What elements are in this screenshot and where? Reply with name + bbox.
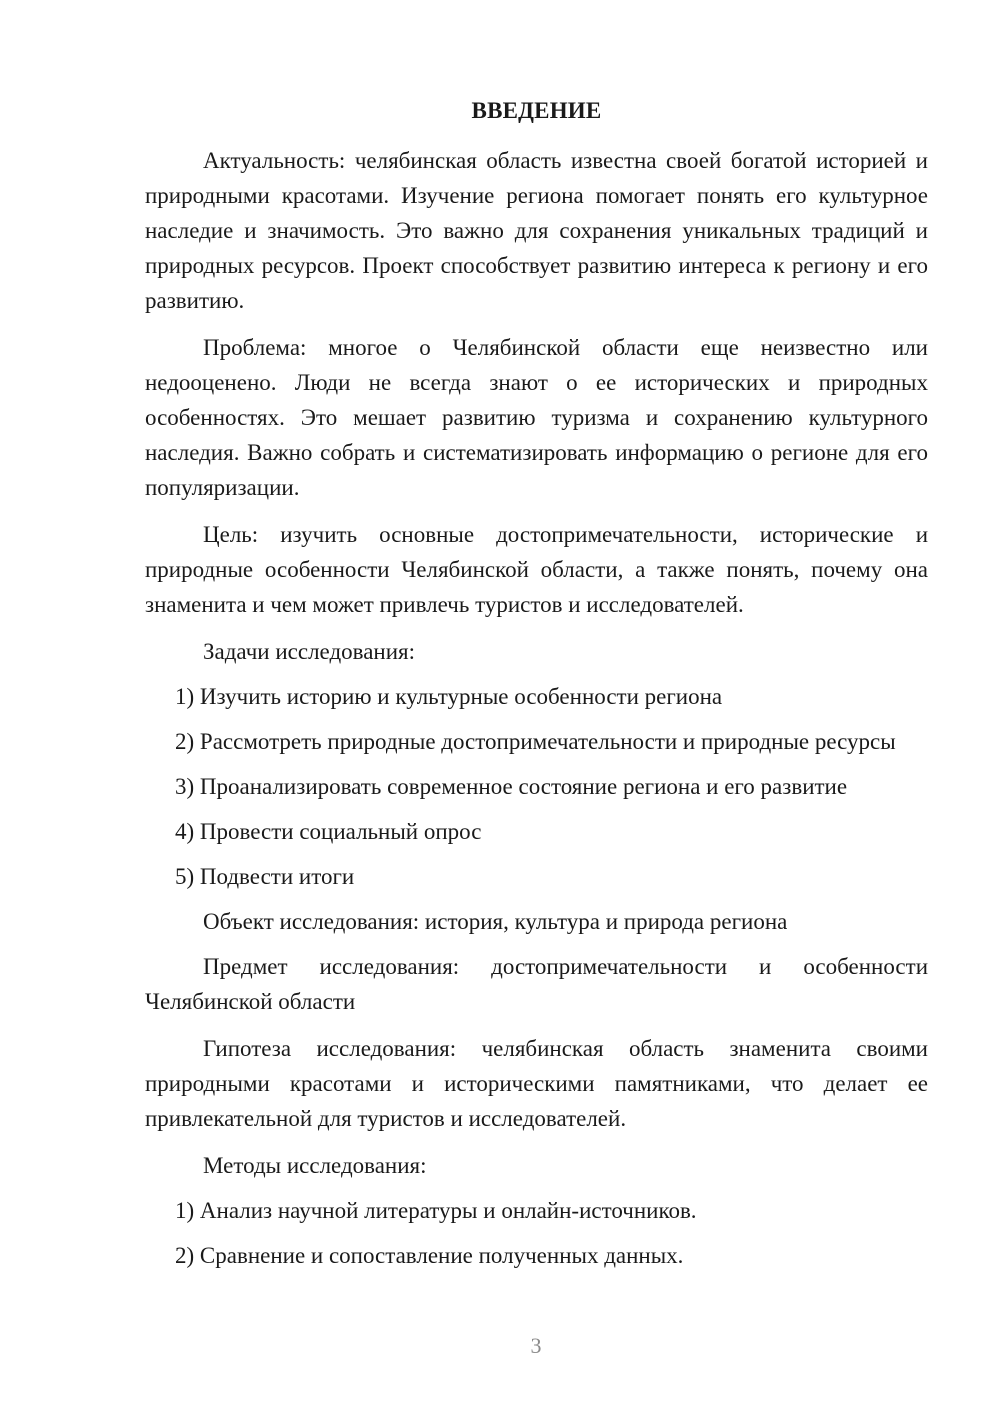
paragraph-subject: Предмет исследования: достопримечательности и особенности Челябинской области xyxy=(145,954,928,1014)
document-body xyxy=(145,143,928,1283)
task-item: 5) Подвести итоги xyxy=(175,864,355,889)
tasks-title: Задачи исследования: xyxy=(203,639,416,664)
page-number: 3 xyxy=(530,1333,542,1358)
paragraph-hypothesis: Гипотеза исследования: челябинская область знаменита своими природными красотами и историческими памятниками, что делает ее привлекательной для туристов и исследователей. xyxy=(145,1036,928,1131)
page-title: ВВЕДЕНИЕ xyxy=(471,98,602,123)
methods-title: Методы исследования: xyxy=(203,1153,427,1178)
paragraph-problem: Проблема: многое о Челябинской области еще неизвестно или недооценено. Люди не всегда знают о ее исторических и природных особенностях. Это мешает развитию туризма и сохранению культурного наследия. Важно собрать и систематизировать информацию о регионе для его популяризации. xyxy=(145,335,928,500)
task-item: 3) Проанализировать современное состояние региона и его развитие xyxy=(175,774,848,799)
task-item: 4) Провести социальный опрос xyxy=(175,819,482,844)
method-item: 1) Анализ научной литературы и онлайн-источников. xyxy=(175,1198,697,1223)
paragraph-relevance: Актуальность: челябинская область известна своей богатой историей и природными красотами. Изучение региона помогает понять его культурное наследие и значимость. Это важно для сохранения уникальных традиций и природных ресурсов. Проект способствует развитию интереса к региону и его развитию. xyxy=(145,148,928,313)
task-item: 1) Изучить историю и культурные особенности региона xyxy=(175,684,723,709)
task-item: 2) Рассмотреть природные достопримечательности и природные ресурсы xyxy=(175,729,896,754)
paragraph-goal: Цель: изучить основные достопримечательности, исторические и природные особенности Челябинской области, а также понять, почему она знаменита и чем может привлечь туристов и исследователей. xyxy=(145,522,928,617)
paragraph-object: Объект исследования: история, культура и природа региона xyxy=(203,909,788,934)
method-item: 2) Сравнение и сопоставление полученных данных. xyxy=(175,1243,684,1268)
